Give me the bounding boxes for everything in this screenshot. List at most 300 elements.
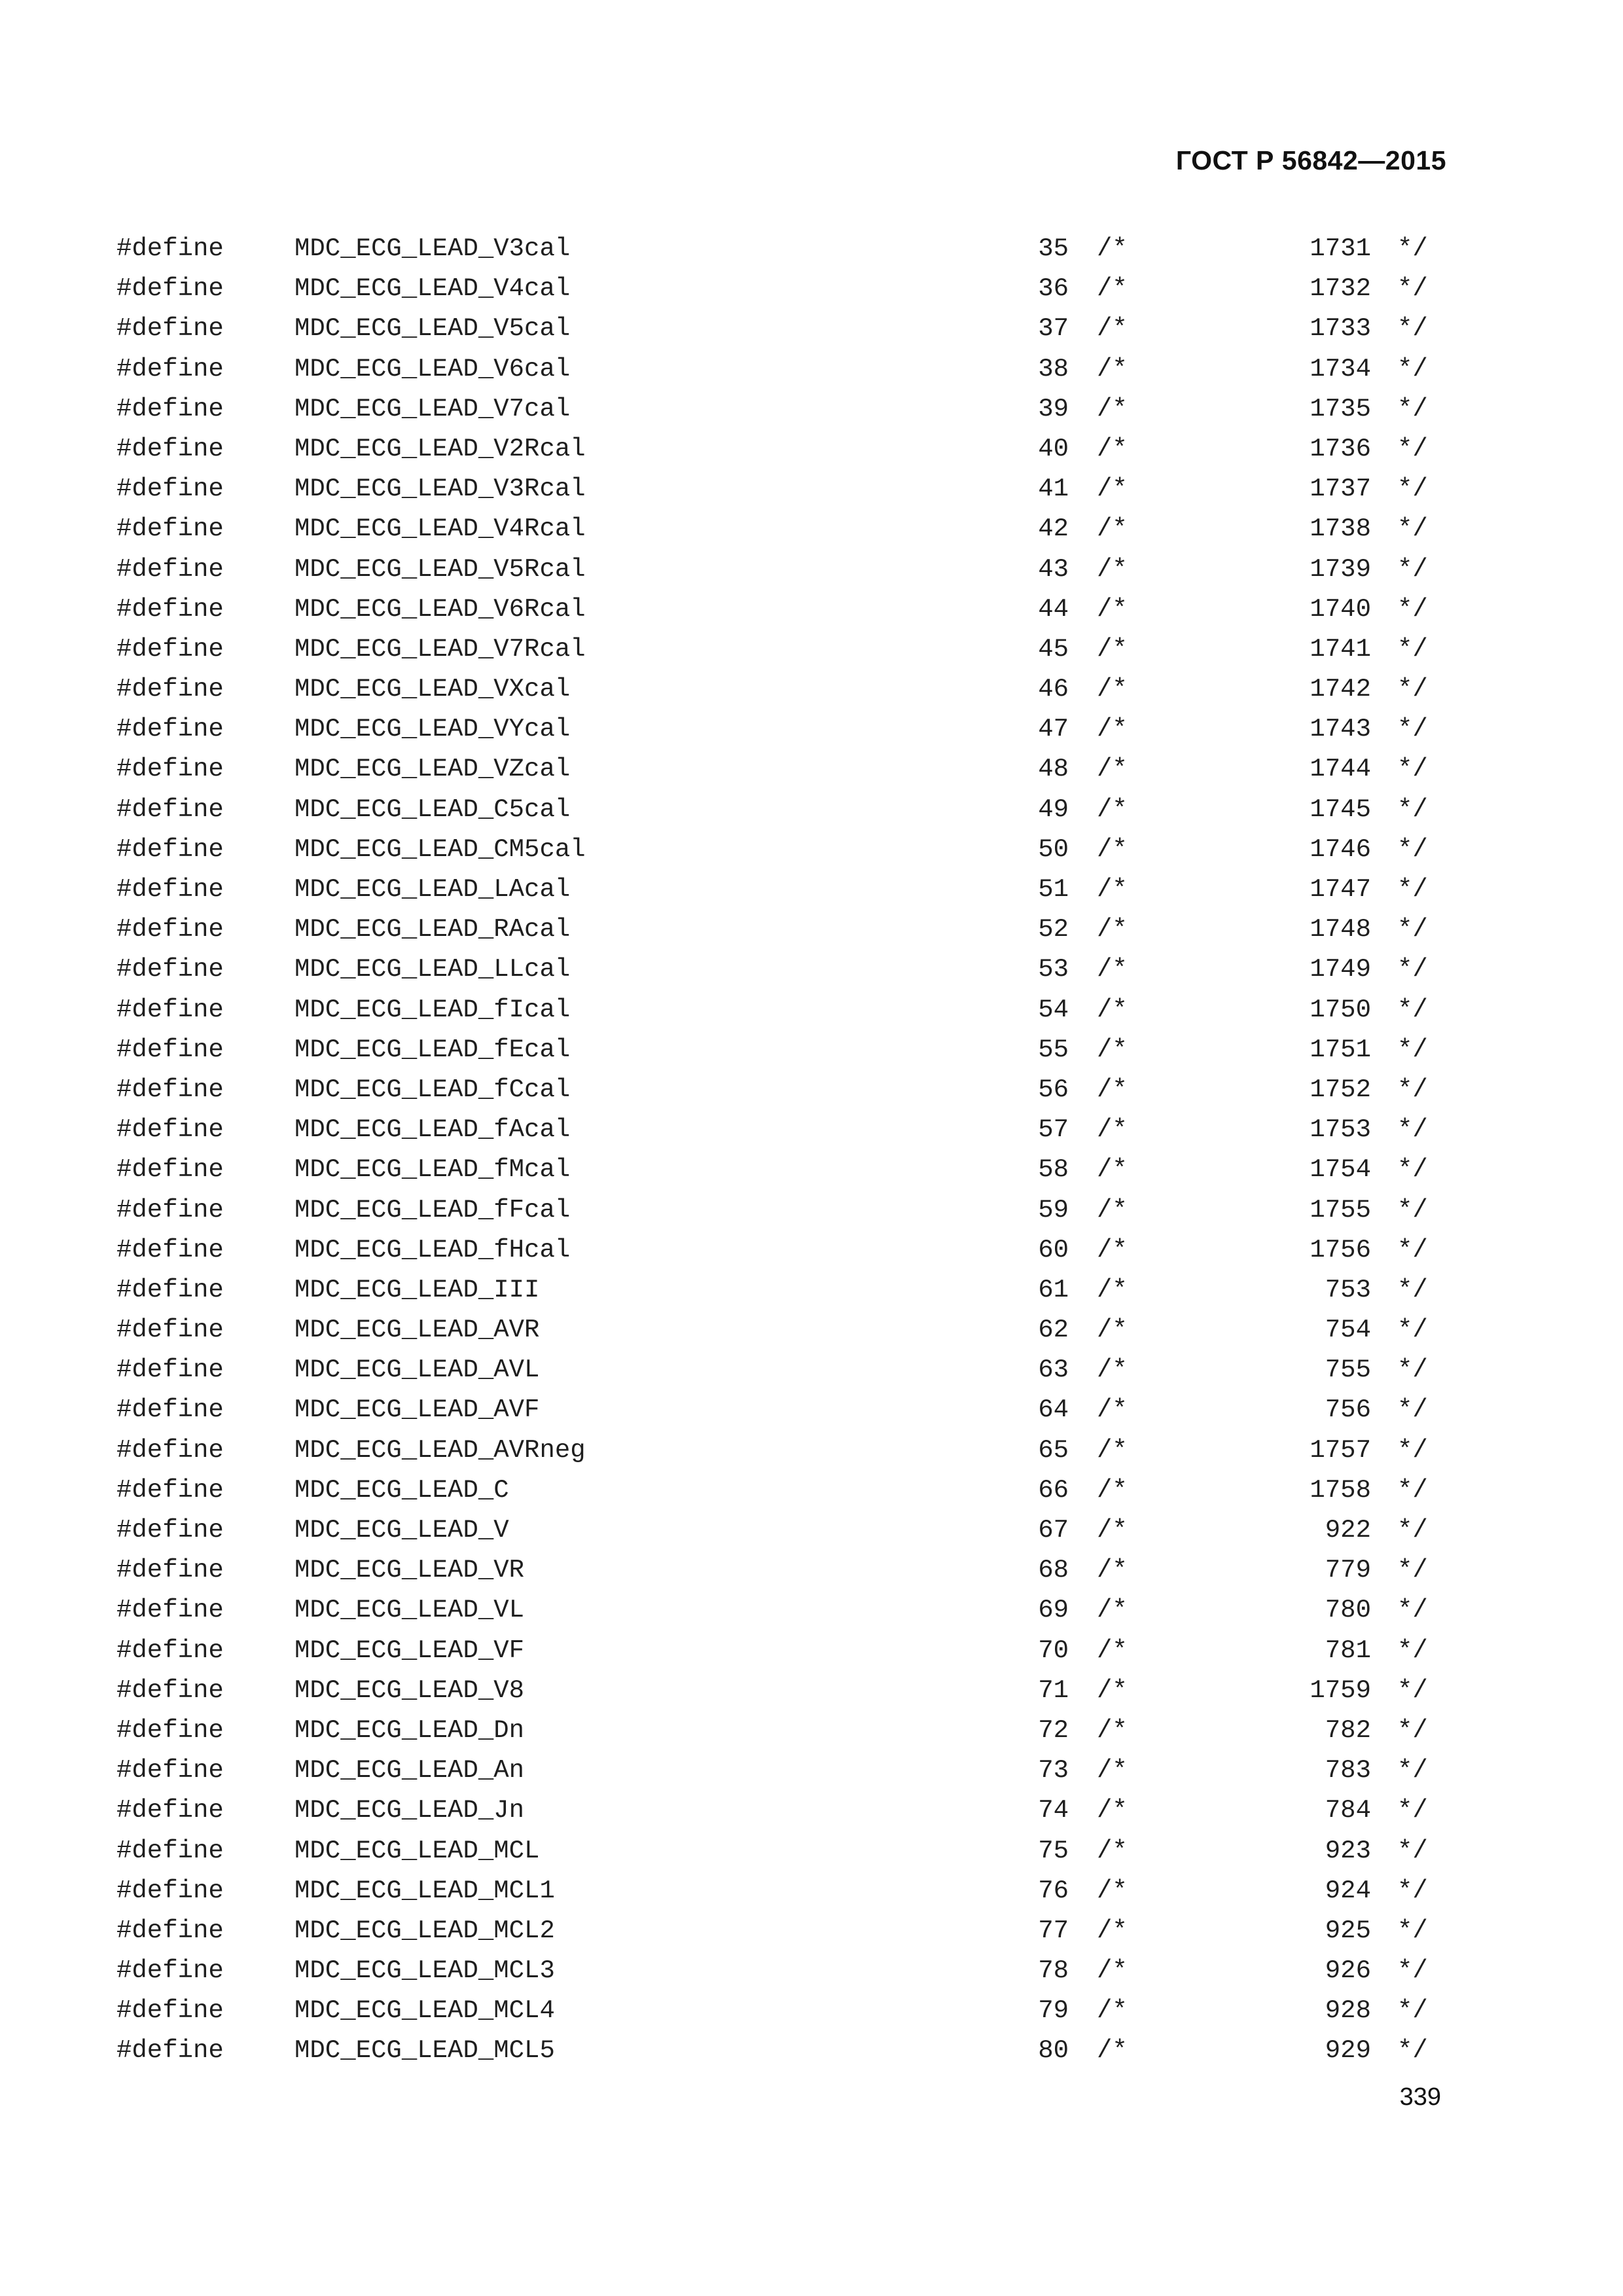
comment-open: /* bbox=[1097, 1996, 1128, 2026]
macro-value: 68 bbox=[1038, 1556, 1069, 1585]
define-row bbox=[0, 793, 1623, 833]
define-row bbox=[0, 633, 1623, 673]
define-list bbox=[0, 232, 1623, 2075]
define-row bbox=[0, 312, 1623, 352]
define-row bbox=[0, 232, 1623, 272]
macro-value: 43 bbox=[1038, 554, 1069, 584]
macro-value: 54 bbox=[1038, 995, 1069, 1024]
term-code: 1739 bbox=[1310, 554, 1371, 584]
macro-name: MDC_ECG_LEAD_MCL2 bbox=[294, 1916, 555, 1945]
define-keyword: #define bbox=[116, 1596, 224, 1625]
term-code: 1753 bbox=[1310, 1115, 1371, 1145]
macro-name: MDC_ECG_LEAD_fIcal bbox=[294, 995, 571, 1024]
term-code: 1749 bbox=[1310, 955, 1371, 984]
macro-value: 77 bbox=[1038, 1916, 1069, 1945]
term-code: 928 bbox=[1325, 1996, 1371, 2026]
define-keyword: #define bbox=[116, 1756, 224, 1785]
macro-value: 57 bbox=[1038, 1115, 1069, 1145]
comment-open: /* bbox=[1097, 314, 1128, 344]
comment-open: /* bbox=[1097, 274, 1128, 304]
define-keyword: #define bbox=[116, 675, 224, 704]
define-keyword: #define bbox=[116, 1876, 224, 1905]
comment-open: /* bbox=[1097, 1715, 1128, 1745]
macro-name: MDC_ECG_LEAD_Jn bbox=[294, 1796, 525, 1825]
define-keyword: #define bbox=[116, 1996, 224, 2026]
comment-open: /* bbox=[1097, 554, 1128, 584]
comment-open: /* bbox=[1097, 795, 1128, 824]
comment-close: */ bbox=[1397, 1796, 1428, 1825]
macro-name: MDC_ECG_LEAD_V7Rcal bbox=[294, 634, 586, 664]
macro-name: MDC_ECG_LEAD_VXcal bbox=[294, 675, 571, 704]
define-keyword: #define bbox=[116, 1475, 224, 1505]
define-keyword: #define bbox=[116, 1195, 224, 1225]
term-code: 922 bbox=[1325, 1516, 1371, 1545]
define-row bbox=[0, 833, 1623, 873]
macro-name: MDC_ECG_LEAD_AVF bbox=[294, 1395, 540, 1425]
term-code: 1751 bbox=[1310, 1035, 1371, 1064]
term-code: 1732 bbox=[1310, 274, 1371, 304]
term-code: 1741 bbox=[1310, 634, 1371, 664]
term-code: 782 bbox=[1325, 1715, 1371, 1745]
define-keyword: #define bbox=[116, 915, 224, 944]
define-row bbox=[0, 1393, 1623, 1433]
comment-close: */ bbox=[1397, 1636, 1428, 1665]
define-row bbox=[0, 1434, 1623, 1474]
term-code: 1738 bbox=[1310, 514, 1371, 544]
term-code: 1754 bbox=[1310, 1155, 1371, 1185]
define-row bbox=[0, 553, 1623, 593]
term-code: 1756 bbox=[1310, 1235, 1371, 1265]
macro-value: 38 bbox=[1038, 354, 1069, 384]
define-row bbox=[0, 1033, 1623, 1073]
define-keyword: #define bbox=[116, 1796, 224, 1825]
macro-value: 45 bbox=[1038, 634, 1069, 664]
comment-open: /* bbox=[1097, 1636, 1128, 1665]
define-keyword: #define bbox=[116, 1316, 224, 1345]
comment-open: /* bbox=[1097, 1876, 1128, 1905]
macro-name: MDC_ECG_LEAD_V bbox=[294, 1516, 509, 1545]
define-row bbox=[0, 1874, 1623, 1914]
define-keyword: #define bbox=[116, 1115, 224, 1145]
define-keyword: #define bbox=[116, 1355, 224, 1385]
comment-open: /* bbox=[1097, 234, 1128, 263]
macro-name: MDC_ECG_LEAD_VR bbox=[294, 1556, 525, 1585]
define-row bbox=[0, 1314, 1623, 1354]
term-code: 1733 bbox=[1310, 314, 1371, 344]
macro-name: MDC_ECG_LEAD_AVRneg bbox=[294, 1435, 586, 1465]
macro-value: 41 bbox=[1038, 475, 1069, 504]
term-code: 1757 bbox=[1310, 1435, 1371, 1465]
comment-close: */ bbox=[1397, 1075, 1428, 1104]
define-keyword: #define bbox=[116, 434, 224, 463]
define-keyword: #define bbox=[116, 554, 224, 584]
term-code: 1747 bbox=[1310, 875, 1371, 904]
define-keyword: #define bbox=[116, 995, 224, 1024]
term-code: 783 bbox=[1325, 1756, 1371, 1785]
term-code: 1746 bbox=[1310, 834, 1371, 864]
define-row bbox=[0, 994, 1623, 1033]
term-code: 929 bbox=[1325, 2036, 1371, 2066]
macro-name: MDC_ECG_LEAD_fFcal bbox=[294, 1195, 571, 1225]
define-keyword: #define bbox=[116, 1836, 224, 1865]
comment-close: */ bbox=[1397, 834, 1428, 864]
macro-value: 47 bbox=[1038, 715, 1069, 744]
comment-open: /* bbox=[1097, 1796, 1128, 1825]
macro-value: 70 bbox=[1038, 1636, 1069, 1665]
term-code: 1740 bbox=[1310, 594, 1371, 624]
macro-name: MDC_ECG_LEAD_fHcal bbox=[294, 1235, 571, 1265]
macro-value: 42 bbox=[1038, 514, 1069, 544]
comment-open: /* bbox=[1097, 1556, 1128, 1585]
comment-open: /* bbox=[1097, 955, 1128, 984]
macro-name: MDC_ECG_LEAD_fEcal bbox=[294, 1035, 571, 1064]
term-code: 1743 bbox=[1310, 715, 1371, 744]
macro-name: MDC_ECG_LEAD_V7cal bbox=[294, 394, 571, 423]
define-keyword: #define bbox=[116, 354, 224, 384]
comment-close: */ bbox=[1397, 434, 1428, 463]
comment-close: */ bbox=[1397, 554, 1428, 584]
term-code: 926 bbox=[1325, 1956, 1371, 1986]
macro-value: 69 bbox=[1038, 1596, 1069, 1625]
macro-value: 78 bbox=[1038, 1956, 1069, 1986]
comment-close: */ bbox=[1397, 594, 1428, 624]
comment-open: /* bbox=[1097, 1035, 1128, 1064]
macro-name: MDC_ECG_LEAD_C bbox=[294, 1475, 509, 1505]
comment-close: */ bbox=[1397, 1516, 1428, 1545]
define-row bbox=[0, 1514, 1623, 1554]
comment-close: */ bbox=[1397, 475, 1428, 504]
macro-name: MDC_ECG_LEAD_V5Rcal bbox=[294, 554, 586, 584]
define-keyword: #define bbox=[116, 1636, 224, 1665]
define-row bbox=[0, 953, 1623, 993]
term-code: 1734 bbox=[1310, 354, 1371, 384]
define-keyword: #define bbox=[116, 1395, 224, 1425]
macro-value: 72 bbox=[1038, 1715, 1069, 1745]
define-row bbox=[0, 1954, 1623, 1994]
macro-name: MDC_ECG_LEAD_VZcal bbox=[294, 755, 571, 784]
macro-value: 58 bbox=[1038, 1155, 1069, 1185]
define-row bbox=[0, 1554, 1623, 1594]
term-code: 1758 bbox=[1310, 1475, 1371, 1505]
comment-close: */ bbox=[1397, 1275, 1428, 1304]
define-keyword: #define bbox=[116, 1235, 224, 1265]
comment-close: */ bbox=[1397, 2036, 1428, 2066]
define-keyword: #define bbox=[116, 795, 224, 824]
macro-value: 76 bbox=[1038, 1876, 1069, 1905]
define-keyword: #define bbox=[116, 715, 224, 744]
macro-name: MDC_ECG_LEAD_V6Rcal bbox=[294, 594, 586, 624]
define-row bbox=[0, 1994, 1623, 2034]
define-row bbox=[0, 1714, 1623, 1754]
define-row bbox=[0, 1194, 1623, 1234]
comment-open: /* bbox=[1097, 1435, 1128, 1465]
macro-value: 49 bbox=[1038, 795, 1069, 824]
macro-value: 59 bbox=[1038, 1195, 1069, 1225]
macro-value: 67 bbox=[1038, 1516, 1069, 1545]
macro-name: MDC_ECG_LEAD_V6cal bbox=[294, 354, 571, 384]
macro-value: 37 bbox=[1038, 314, 1069, 344]
macro-name: MDC_ECG_LEAD_Dn bbox=[294, 1715, 525, 1745]
macro-value: 64 bbox=[1038, 1395, 1069, 1425]
term-code: 1745 bbox=[1310, 795, 1371, 824]
term-code: 779 bbox=[1325, 1556, 1371, 1585]
comment-open: /* bbox=[1097, 1756, 1128, 1785]
term-code: 781 bbox=[1325, 1636, 1371, 1665]
comment-close: */ bbox=[1397, 875, 1428, 904]
comment-open: /* bbox=[1097, 1195, 1128, 1225]
comment-close: */ bbox=[1397, 354, 1428, 384]
define-row bbox=[0, 272, 1623, 312]
macro-value: 53 bbox=[1038, 955, 1069, 984]
comment-close: */ bbox=[1397, 915, 1428, 944]
comment-close: */ bbox=[1397, 1996, 1428, 2026]
define-keyword: #define bbox=[116, 314, 224, 344]
comment-close: */ bbox=[1397, 234, 1428, 263]
define-row bbox=[0, 1153, 1623, 1193]
comment-close: */ bbox=[1397, 394, 1428, 423]
define-row bbox=[0, 913, 1623, 953]
define-keyword: #define bbox=[116, 1916, 224, 1945]
define-keyword: #define bbox=[116, 1556, 224, 1585]
comment-open: /* bbox=[1097, 715, 1128, 744]
macro-value: 51 bbox=[1038, 875, 1069, 904]
comment-open: /* bbox=[1097, 394, 1128, 423]
define-row bbox=[0, 1634, 1623, 1674]
macro-value: 66 bbox=[1038, 1475, 1069, 1505]
define-row bbox=[0, 753, 1623, 793]
macro-name: MDC_ECG_LEAD_V2Rcal bbox=[294, 434, 586, 463]
define-row bbox=[0, 512, 1623, 552]
macro-value: 48 bbox=[1038, 755, 1069, 784]
macro-name: MDC_ECG_LEAD_VL bbox=[294, 1596, 525, 1625]
comment-close: */ bbox=[1397, 1715, 1428, 1745]
macro-name: MDC_ECG_LEAD_V8 bbox=[294, 1676, 525, 1705]
macro-name: MDC_ECG_LEAD_fCcal bbox=[294, 1075, 571, 1104]
term-code: 784 bbox=[1325, 1796, 1371, 1825]
define-keyword: #define bbox=[116, 955, 224, 984]
comment-open: /* bbox=[1097, 1475, 1128, 1505]
define-keyword: #define bbox=[116, 394, 224, 423]
macro-name: MDC_ECG_LEAD_MCL3 bbox=[294, 1956, 555, 1986]
macro-value: 50 bbox=[1038, 834, 1069, 864]
comment-open: /* bbox=[1097, 1956, 1128, 1986]
macro-value: 36 bbox=[1038, 274, 1069, 304]
macro-value: 75 bbox=[1038, 1836, 1069, 1865]
macro-name: MDC_ECG_LEAD_LLcal bbox=[294, 955, 571, 984]
define-keyword: #define bbox=[116, 1275, 224, 1304]
term-code: 1737 bbox=[1310, 475, 1371, 504]
comment-open: /* bbox=[1097, 1115, 1128, 1145]
macro-value: 79 bbox=[1038, 1996, 1069, 2026]
comment-open: /* bbox=[1097, 475, 1128, 504]
comment-close: */ bbox=[1397, 274, 1428, 304]
macro-name: MDC_ECG_LEAD_AVL bbox=[294, 1355, 540, 1385]
define-row bbox=[0, 1754, 1623, 1794]
define-keyword: #define bbox=[116, 1715, 224, 1745]
comment-open: /* bbox=[1097, 1155, 1128, 1185]
term-code: 1748 bbox=[1310, 915, 1371, 944]
macro-name: MDC_ECG_LEAD_AVR bbox=[294, 1316, 540, 1345]
comment-open: /* bbox=[1097, 1916, 1128, 1945]
comment-close: */ bbox=[1397, 1475, 1428, 1505]
comment-close: */ bbox=[1397, 634, 1428, 664]
comment-open: /* bbox=[1097, 1075, 1128, 1104]
macro-name: MDC_ECG_LEAD_MCL4 bbox=[294, 1996, 555, 2026]
comment-close: */ bbox=[1397, 955, 1428, 984]
comment-close: */ bbox=[1397, 715, 1428, 744]
macro-value: 55 bbox=[1038, 1035, 1069, 1064]
comment-open: /* bbox=[1097, 1395, 1128, 1425]
term-code: 756 bbox=[1325, 1395, 1371, 1425]
define-keyword: #define bbox=[116, 1075, 224, 1104]
macro-name: MDC_ECG_LEAD_MCL bbox=[294, 1836, 540, 1865]
macro-value: 44 bbox=[1038, 594, 1069, 624]
term-code: 1736 bbox=[1310, 434, 1371, 463]
define-keyword: #define bbox=[116, 634, 224, 664]
comment-open: /* bbox=[1097, 915, 1128, 944]
macro-name: MDC_ECG_LEAD_VYcal bbox=[294, 715, 571, 744]
comment-close: */ bbox=[1397, 675, 1428, 704]
define-keyword: #define bbox=[116, 594, 224, 624]
define-keyword: #define bbox=[116, 1435, 224, 1465]
term-code: 924 bbox=[1325, 1876, 1371, 1905]
comment-close: */ bbox=[1397, 1155, 1428, 1185]
macro-name: MDC_ECG_LEAD_V3cal bbox=[294, 234, 571, 263]
comment-close: */ bbox=[1397, 1355, 1428, 1385]
comment-close: */ bbox=[1397, 1756, 1428, 1785]
comment-open: /* bbox=[1097, 634, 1128, 664]
comment-close: */ bbox=[1397, 995, 1428, 1024]
define-row bbox=[0, 673, 1623, 713]
define-row bbox=[0, 1594, 1623, 1634]
term-code: 754 bbox=[1325, 1316, 1371, 1345]
term-code: 925 bbox=[1325, 1916, 1371, 1945]
term-code: 1742 bbox=[1310, 675, 1371, 704]
macro-value: 56 bbox=[1038, 1075, 1069, 1104]
comment-open: /* bbox=[1097, 834, 1128, 864]
macro-name: MDC_ECG_LEAD_RAcal bbox=[294, 915, 571, 944]
comment-open: /* bbox=[1097, 1355, 1128, 1385]
comment-open: /* bbox=[1097, 434, 1128, 463]
comment-open: /* bbox=[1097, 1275, 1128, 1304]
define-row bbox=[0, 433, 1623, 473]
macro-name: MDC_ECG_LEAD_VF bbox=[294, 1636, 525, 1665]
macro-name: MDC_ECG_LEAD_LAcal bbox=[294, 875, 571, 904]
define-row bbox=[0, 1274, 1623, 1314]
comment-close: */ bbox=[1397, 1235, 1428, 1265]
comment-close: */ bbox=[1397, 1435, 1428, 1465]
define-keyword: #define bbox=[116, 1516, 224, 1545]
comment-open: /* bbox=[1097, 755, 1128, 784]
define-keyword: #define bbox=[116, 834, 224, 864]
define-keyword: #define bbox=[116, 274, 224, 304]
define-row bbox=[0, 1113, 1623, 1153]
comment-open: /* bbox=[1097, 1516, 1128, 1545]
define-keyword: #define bbox=[116, 1956, 224, 1986]
macro-name: MDC_ECG_LEAD_fMcal bbox=[294, 1155, 571, 1185]
comment-close: */ bbox=[1397, 1035, 1428, 1064]
comment-close: */ bbox=[1397, 1316, 1428, 1345]
define-row bbox=[0, 1234, 1623, 1274]
macro-value: 40 bbox=[1038, 434, 1069, 463]
define-keyword: #define bbox=[116, 1676, 224, 1705]
define-keyword: #define bbox=[116, 2036, 224, 2066]
define-row bbox=[0, 1354, 1623, 1393]
comment-open: /* bbox=[1097, 354, 1128, 384]
macro-name: MDC_ECG_LEAD_V5cal bbox=[294, 314, 571, 344]
term-code: 1752 bbox=[1310, 1075, 1371, 1104]
macro-value: 65 bbox=[1038, 1435, 1069, 1465]
macro-name: MDC_ECG_LEAD_fAcal bbox=[294, 1115, 571, 1145]
page-number: 339 bbox=[1399, 2083, 1441, 2111]
macro-name: MDC_ECG_LEAD_An bbox=[294, 1756, 525, 1785]
comment-close: */ bbox=[1397, 1836, 1428, 1865]
define-row bbox=[0, 713, 1623, 753]
comment-close: */ bbox=[1397, 1115, 1428, 1145]
define-row bbox=[0, 593, 1623, 633]
comment-open: /* bbox=[1097, 2036, 1128, 2066]
macro-value: 52 bbox=[1038, 915, 1069, 944]
term-code: 780 bbox=[1325, 1596, 1371, 1625]
comment-close: */ bbox=[1397, 1956, 1428, 1986]
comment-open: /* bbox=[1097, 1836, 1128, 1865]
define-keyword: #define bbox=[116, 514, 224, 544]
define-row bbox=[0, 393, 1623, 433]
define-keyword: #define bbox=[116, 234, 224, 263]
term-code: 1759 bbox=[1310, 1676, 1371, 1705]
define-row bbox=[0, 1914, 1623, 1954]
define-row bbox=[0, 1794, 1623, 1834]
define-row bbox=[0, 473, 1623, 512]
term-code: 1750 bbox=[1310, 995, 1371, 1024]
macro-name: MDC_ECG_LEAD_V3Rcal bbox=[294, 475, 586, 504]
define-row bbox=[0, 2034, 1623, 2074]
comment-open: /* bbox=[1097, 594, 1128, 624]
comment-open: /* bbox=[1097, 1316, 1128, 1345]
comment-open: /* bbox=[1097, 1235, 1128, 1265]
macro-name: MDC_ECG_LEAD_CM5cal bbox=[294, 834, 586, 864]
macro-name: MDC_ECG_LEAD_MCL1 bbox=[294, 1876, 555, 1905]
comment-close: */ bbox=[1397, 1676, 1428, 1705]
term-code: 1735 bbox=[1310, 394, 1371, 423]
macro-value: 71 bbox=[1038, 1676, 1069, 1705]
macro-value: 74 bbox=[1038, 1796, 1069, 1825]
term-code: 1731 bbox=[1310, 234, 1371, 263]
comment-close: */ bbox=[1397, 314, 1428, 344]
term-code: 1755 bbox=[1310, 1195, 1371, 1225]
define-row bbox=[0, 1474, 1623, 1514]
macro-value: 39 bbox=[1038, 394, 1069, 423]
define-keyword: #define bbox=[116, 1155, 224, 1185]
macro-name: MDC_ECG_LEAD_V4Rcal bbox=[294, 514, 586, 544]
define-row bbox=[0, 353, 1623, 393]
define-keyword: #define bbox=[116, 755, 224, 784]
macro-name: MDC_ECG_LEAD_V4cal bbox=[294, 274, 571, 304]
macro-value: 46 bbox=[1038, 675, 1069, 704]
macro-value: 61 bbox=[1038, 1275, 1069, 1304]
comment-close: */ bbox=[1397, 755, 1428, 784]
comment-close: */ bbox=[1397, 795, 1428, 824]
macro-value: 73 bbox=[1038, 1756, 1069, 1785]
define-keyword: #define bbox=[116, 1035, 224, 1064]
comment-close: */ bbox=[1397, 1395, 1428, 1425]
comment-close: */ bbox=[1397, 1596, 1428, 1625]
term-code: 755 bbox=[1325, 1355, 1371, 1385]
macro-name: MDC_ECG_LEAD_C5cal bbox=[294, 795, 571, 824]
comment-open: /* bbox=[1097, 995, 1128, 1024]
macro-value: 62 bbox=[1038, 1316, 1069, 1345]
term-code: 1744 bbox=[1310, 755, 1371, 784]
